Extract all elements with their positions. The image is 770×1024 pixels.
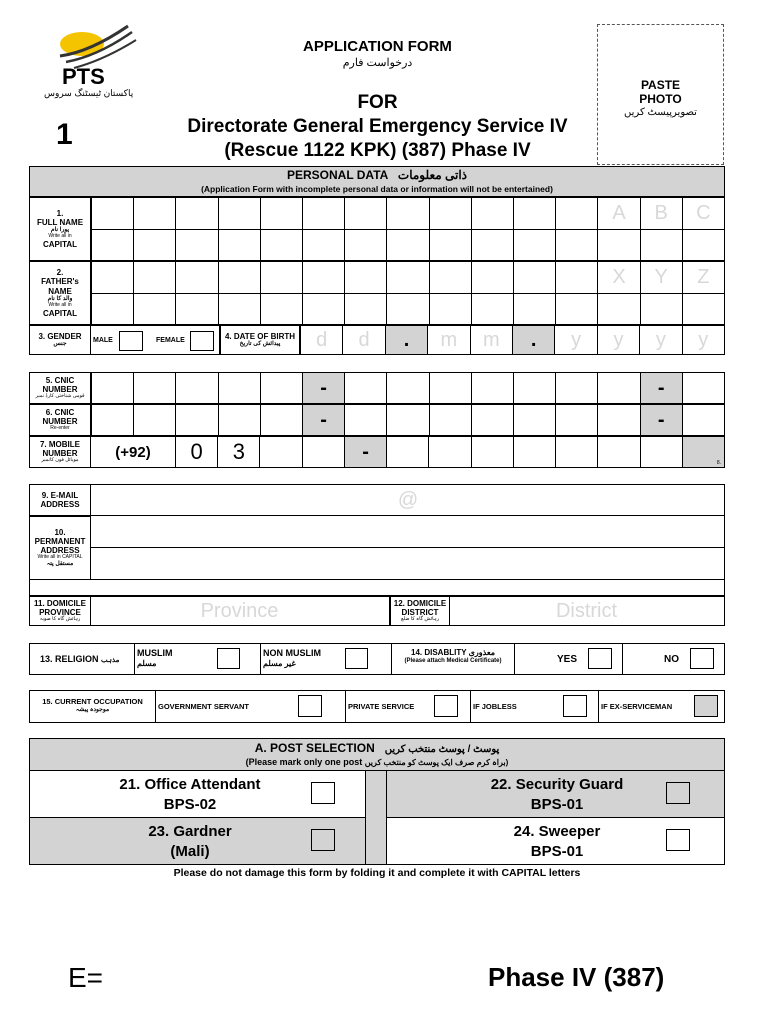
entry-cell[interactable] xyxy=(219,294,261,326)
mobile-label: 7. MOBILE NUMBER موبائل فون کانمبر xyxy=(29,436,91,468)
entry-cell[interactable] xyxy=(345,230,387,262)
entry-cell[interactable]: y xyxy=(683,326,725,355)
domicile-district-field[interactable] xyxy=(450,596,725,626)
post-24-title: 24. Sweeper xyxy=(513,823,601,840)
non-muslim-label: NON MUSLIM غیر مسلم xyxy=(263,648,321,668)
entry-cell[interactable] xyxy=(683,294,725,326)
non-muslim-checkbox[interactable] xyxy=(345,648,368,669)
entry-cell[interactable] xyxy=(598,437,640,468)
disability-yes-checkbox[interactable] xyxy=(588,648,612,669)
entry-cell[interactable] xyxy=(556,294,598,326)
entry-cell[interactable] xyxy=(430,294,472,326)
post-divider xyxy=(366,771,386,865)
entry-cell[interactable] xyxy=(556,437,598,468)
female-label: FEMALE xyxy=(156,337,185,344)
ghost-letter-c: C xyxy=(696,201,711,224)
muslim-label: MUSLIM مسلم xyxy=(137,648,173,668)
entry-cell[interactable] xyxy=(387,373,429,404)
entry-cell[interactable]: - xyxy=(303,405,345,436)
disability-no-checkbox[interactable] xyxy=(690,648,714,669)
form-number: 1 xyxy=(56,118,73,151)
entry-cell[interactable] xyxy=(598,230,640,262)
entry-cell[interactable] xyxy=(387,262,429,294)
private-service-checkbox[interactable] xyxy=(434,695,458,717)
full-name-grid[interactable] xyxy=(91,197,725,261)
photo-box[interactable] xyxy=(597,24,724,165)
province-ghost: Province xyxy=(200,599,279,622)
form-code: E= xyxy=(68,962,104,993)
mobile-grid[interactable] xyxy=(176,436,725,468)
entry-cell[interactable] xyxy=(219,198,261,230)
entry-cell[interactable] xyxy=(345,405,387,436)
email-at-ghost: @ xyxy=(397,488,419,511)
entry-cell[interactable] xyxy=(134,262,176,294)
personal-data-title-urdu: ذاتی معلومات xyxy=(397,168,468,182)
personal-data-header xyxy=(29,166,725,197)
entry-cell[interactable] xyxy=(514,437,556,468)
domicile-district-label: 12. DOMICILE DISTRICT رہائش گاہ کا ضلع xyxy=(390,596,450,626)
entry-cell[interactable] xyxy=(219,262,261,294)
entry-cell[interactable] xyxy=(261,198,303,230)
post-21-checkbox[interactable] xyxy=(311,782,335,804)
email-label: 9. E-MAIL ADDRESS xyxy=(29,484,91,516)
entry-cell[interactable] xyxy=(556,230,598,262)
entry-cell[interactable] xyxy=(219,230,261,262)
title-line-2: (Rescue 1122 KPK) (387) Phase IV xyxy=(224,140,531,161)
entry-cell[interactable]: d xyxy=(343,326,385,355)
post-option-23[interactable] xyxy=(29,818,366,865)
entry-cell[interactable] xyxy=(219,373,261,404)
entry-cell[interactable] xyxy=(176,262,218,294)
male-checkbox[interactable] xyxy=(119,331,143,351)
entry-cell[interactable] xyxy=(472,294,514,326)
entry-cell[interactable] xyxy=(472,437,514,468)
entry-cell[interactable] xyxy=(472,405,514,436)
entry-cell[interactable] xyxy=(176,294,218,326)
dob-grid[interactable] xyxy=(300,325,725,355)
entry-cell[interactable] xyxy=(472,230,514,262)
entry-cell[interactable] xyxy=(134,373,176,404)
entry-cell[interactable] xyxy=(430,198,472,230)
entry-cell[interactable] xyxy=(683,230,725,262)
address-line-3[interactable] xyxy=(29,580,725,596)
entry-cell[interactable] xyxy=(261,373,303,404)
entry-cell[interactable] xyxy=(683,437,725,468)
entry-cell[interactable] xyxy=(261,405,303,436)
entry-cell[interactable] xyxy=(598,405,640,436)
private-service-label: PRIVATE SERVICE xyxy=(348,702,415,711)
post-21-bps: BPS-02 xyxy=(163,795,217,813)
muslim-checkbox[interactable] xyxy=(217,648,240,669)
post-22-title: 22. Security Guard xyxy=(490,776,624,793)
post-option-21[interactable] xyxy=(29,771,366,818)
entry-cell[interactable] xyxy=(219,405,261,436)
post-24-checkbox[interactable] xyxy=(666,829,690,851)
entry-cell[interactable] xyxy=(134,405,176,436)
post-23-label: (Mali) xyxy=(170,842,210,860)
entry-cell[interactable] xyxy=(345,373,387,404)
entry-cell[interactable]: y xyxy=(640,326,682,355)
entry-cell[interactable] xyxy=(430,405,472,436)
post-selection-header xyxy=(29,738,725,771)
female-checkbox[interactable] xyxy=(190,331,214,351)
for-label: FOR xyxy=(357,92,398,113)
post-23-title: 23. Gardner xyxy=(148,823,232,840)
entry-cell[interactable] xyxy=(260,437,302,468)
entry-cell[interactable] xyxy=(303,294,345,326)
religion-disability-row xyxy=(29,643,725,675)
entry-cell[interactable] xyxy=(472,198,514,230)
entry-cell[interactable] xyxy=(514,262,556,294)
ghost-letter-z: Z xyxy=(697,265,710,288)
entry-cell[interactable] xyxy=(92,230,134,262)
mobile-prefix: (+92) xyxy=(91,436,176,468)
post-24-bps: BPS-01 xyxy=(530,842,584,860)
entry-cell[interactable] xyxy=(514,373,556,404)
entry-cell[interactable] xyxy=(387,437,429,468)
entry-cell[interactable] xyxy=(683,373,725,404)
personal-data-title: PERSONAL DATA xyxy=(286,168,388,182)
entry-cell[interactable] xyxy=(92,294,134,326)
post-selection-title-urdu: پوسٹ / پوسٹ منتخب کریں xyxy=(384,744,500,755)
entry-cell[interactable]: d xyxy=(301,326,343,355)
entry-cell[interactable] xyxy=(261,294,303,326)
pts-logo xyxy=(40,22,150,102)
district-ghost: District xyxy=(555,599,618,622)
address-label: 10. PERMANENT ADDRESS Write all in CAPITAL مستقل پتہ xyxy=(29,516,91,580)
entry-cell[interactable] xyxy=(641,373,683,404)
entry-cell[interactable] xyxy=(134,198,176,230)
entry-cell[interactable] xyxy=(176,437,218,468)
post-selection-note-urdu: براہ کرم صرف ایک پوسٹ کو منتخب کریں) xyxy=(364,758,509,767)
photo-line-1: PASTE xyxy=(640,78,681,92)
entry-cell[interactable] xyxy=(345,262,387,294)
cnic-grid[interactable] xyxy=(91,372,725,404)
entry-cell[interactable] xyxy=(598,373,640,404)
address-line-1[interactable] xyxy=(91,516,725,548)
entry-cell[interactable] xyxy=(387,198,429,230)
entry-cell[interactable] xyxy=(430,230,472,262)
post-22-bps: BPS-01 xyxy=(530,795,584,813)
disability-label: 14. DISABLITY معذوری (Please attach Medical Certificate) xyxy=(404,648,502,665)
entry-cell[interactable]: m xyxy=(471,326,513,355)
jobless-checkbox[interactable] xyxy=(563,695,587,717)
logo-text: PTS xyxy=(62,64,105,89)
entry-cell[interactable] xyxy=(176,230,218,262)
entry-cell[interactable]: - xyxy=(641,405,683,436)
ex-serviceman-label: IF EX-SERVICEMAN xyxy=(601,702,673,711)
disability-yes-label: YES xyxy=(557,654,578,665)
entry-cell[interactable] xyxy=(387,230,429,262)
entry-cell[interactable] xyxy=(641,230,683,262)
post-option-24[interactable] xyxy=(386,818,725,865)
ghost-letter-x: X xyxy=(612,265,626,288)
entry-cell[interactable]: y xyxy=(598,326,640,355)
entry-cell[interactable] xyxy=(303,437,345,468)
entry-cell[interactable] xyxy=(598,262,640,294)
entry-cell[interactable] xyxy=(387,294,429,326)
entry-cell[interactable] xyxy=(387,405,429,436)
post-23-checkbox[interactable] xyxy=(311,829,335,851)
domicile-province-field[interactable] xyxy=(91,596,390,626)
entry-cell[interactable] xyxy=(683,198,725,230)
title-line-1: Directorate General Emergency Service IV xyxy=(187,116,568,137)
entry-cell[interactable] xyxy=(345,294,387,326)
domicile-province-label: 11. DOMICILE PROVINCE رہائش گاہ کا صوبہ xyxy=(29,596,91,626)
entry-cell[interactable] xyxy=(386,326,428,355)
cnic-dash-1: - xyxy=(320,376,327,399)
mobile-digit-0: 0 xyxy=(190,439,203,464)
entry-cell[interactable] xyxy=(472,373,514,404)
father-name-grid[interactable] xyxy=(91,261,725,325)
dob-separator-1: . xyxy=(403,328,410,351)
entry-cell[interactable] xyxy=(176,405,218,436)
entry-cell[interactable] xyxy=(92,198,134,230)
gov-servant-label: GOVERNMENT SERVANT xyxy=(158,702,249,711)
ghost-letter-y: Y xyxy=(654,265,668,288)
entry-cell[interactable] xyxy=(345,198,387,230)
phase-label: Phase IV (387) xyxy=(488,962,665,992)
entry-cell[interactable]: m xyxy=(428,326,470,355)
entry-cell[interactable] xyxy=(176,198,218,230)
entry-cell[interactable] xyxy=(641,198,683,230)
entry-cell[interactable] xyxy=(514,405,556,436)
entry-cell[interactable] xyxy=(514,198,556,230)
dob-separator-2: . xyxy=(530,328,537,351)
entry-cell[interactable] xyxy=(641,294,683,326)
entry-cell[interactable] xyxy=(303,373,345,404)
ex-serviceman-checkbox[interactable] xyxy=(694,695,718,717)
entry-cell[interactable] xyxy=(556,198,598,230)
jobless-label: IF JOBLESS xyxy=(473,702,517,711)
entry-cell[interactable] xyxy=(218,437,260,468)
entry-cell[interactable] xyxy=(556,262,598,294)
occupation-label: 15. CURRENT OCCUPATION موجودہ پیشہ xyxy=(42,697,143,713)
gov-servant-checkbox[interactable] xyxy=(298,695,322,717)
entry-cell[interactable] xyxy=(683,262,725,294)
form-title: APPLICATION FORM xyxy=(303,38,452,55)
dob-label: 4. DATE OF BIRTH پیدائش کی تاریخ xyxy=(220,325,300,355)
entry-cell[interactable] xyxy=(641,437,683,468)
entry-cell[interactable] xyxy=(598,294,640,326)
entry-cell[interactable] xyxy=(92,405,134,436)
entry-cell[interactable] xyxy=(430,373,472,404)
personal-data-subtitle: (Application Form with incomplete personal data or information will not be entertained) xyxy=(201,184,553,194)
logo-urdu: پاکستان ٹیسٹنگ سروس xyxy=(44,88,134,98)
entry-cell[interactable] xyxy=(303,262,345,294)
entry-cell[interactable] xyxy=(134,230,176,262)
photo-line-2: PHOTO xyxy=(639,91,682,106)
entry-cell[interactable] xyxy=(641,262,683,294)
male-label: MALE xyxy=(93,337,113,344)
mobile-digit-3: 3 xyxy=(232,439,245,464)
entry-cell[interactable] xyxy=(514,294,556,326)
form-title-urdu: درخواست فارم xyxy=(342,57,413,69)
post-selection-note: (Please mark only one post xyxy=(245,757,363,767)
gender-options xyxy=(91,325,220,355)
post-22-checkbox[interactable] xyxy=(666,782,690,804)
disability-no-label: NO xyxy=(664,654,679,665)
entry-cell[interactable] xyxy=(303,230,345,262)
entry-cell[interactable]: y xyxy=(555,326,597,355)
post-option-22[interactable] xyxy=(386,771,725,818)
entry-cell[interactable] xyxy=(92,373,134,404)
ghost-letter-a: A xyxy=(612,201,626,224)
occupation-row xyxy=(29,690,725,723)
mobile-dash: - xyxy=(362,440,369,463)
cnic-reenter-label: 6. CNIC NUMBER Re-enter xyxy=(29,404,91,436)
entry-cell[interactable] xyxy=(92,262,134,294)
post-21-title: 21. Office Attendant xyxy=(119,776,261,793)
entry-cell[interactable] xyxy=(176,373,218,404)
post-selection-title: A. POST SELECTION xyxy=(254,741,375,755)
cnic-dash-2: - xyxy=(657,376,665,399)
entry-cell[interactable] xyxy=(134,294,176,326)
entry-cell[interactable] xyxy=(556,405,598,436)
entry-cell[interactable] xyxy=(514,230,556,262)
gender-label: 3. GENDER جنس xyxy=(29,325,91,355)
photo-urdu: تصویرپیسٹ کریں xyxy=(624,106,697,118)
footer-warning: Please do not damage this form by folding it and complete it with CAPITAL letters xyxy=(173,867,581,879)
entry-cell[interactable] xyxy=(430,262,472,294)
entry-cell[interactable] xyxy=(345,437,387,468)
religion-label: 13. RELIGION مذہب xyxy=(40,654,120,664)
cnic-label: 5. CNIC NUMBER قومی شناختی کارڈ نمبر xyxy=(29,372,91,404)
email-field[interactable] xyxy=(91,484,725,516)
cnic-reenter-grid[interactable] xyxy=(91,404,725,436)
entry-cell[interactable] xyxy=(513,326,555,355)
mobile-tiny-note: 8. xyxy=(716,460,721,466)
entry-cell[interactable] xyxy=(683,405,725,436)
entry-cell[interactable] xyxy=(556,373,598,404)
father-name-label: 2. FATHER's NAME والد کا نام Write all in CAPITAL xyxy=(29,261,91,325)
address-line-2[interactable] xyxy=(91,548,725,580)
entry-cell[interactable] xyxy=(261,262,303,294)
entry-cell[interactable] xyxy=(598,198,640,230)
entry-cell[interactable] xyxy=(429,437,471,468)
entry-cell[interactable] xyxy=(472,262,514,294)
entry-cell[interactable] xyxy=(261,230,303,262)
ghost-letter-b: B xyxy=(654,201,668,224)
full-name-label: 1. FULL NAME پورا نام Write all in CAPITAL xyxy=(29,197,91,261)
entry-cell[interactable] xyxy=(303,198,345,230)
